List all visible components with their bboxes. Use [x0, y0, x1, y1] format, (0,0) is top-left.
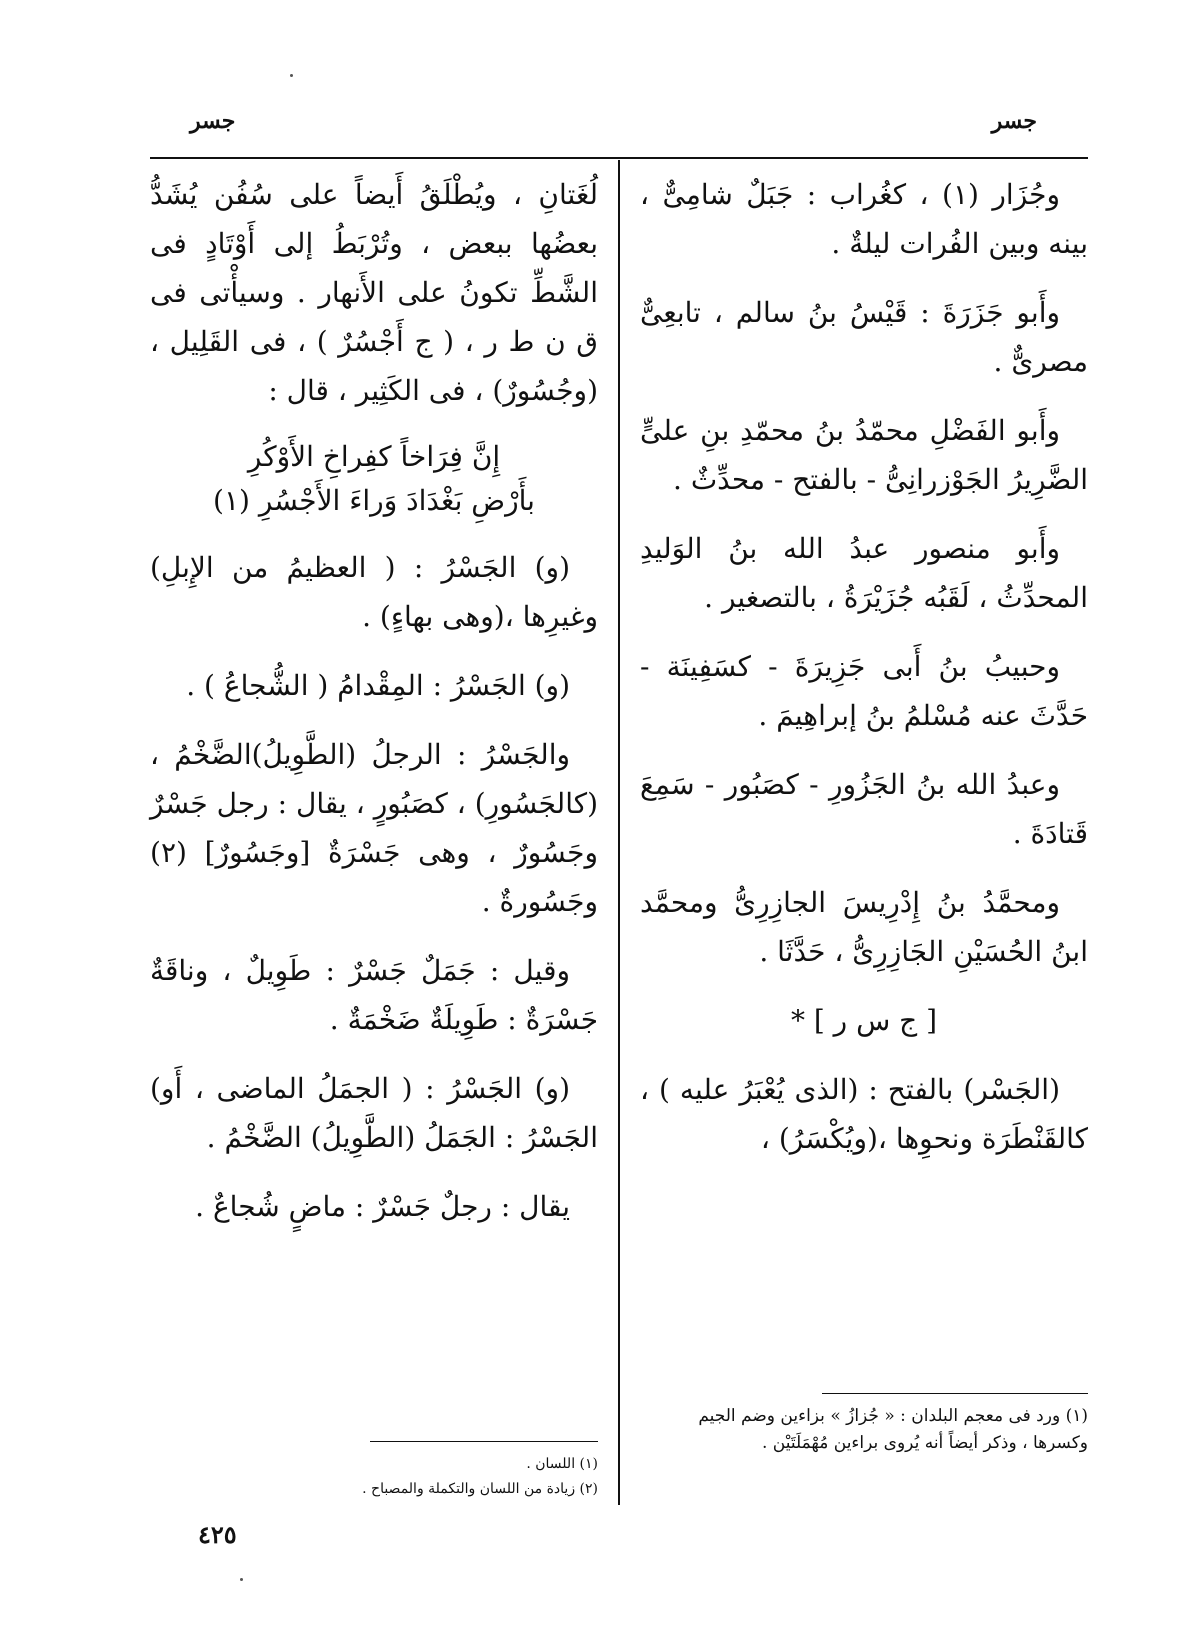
entry-paragraph: وقيل : جَمَلٌ جَسْرٌ : طَوِيلٌ ، وناقَةٌ جَسْرَةٌ : طَوِيلَةٌ ضَخْمَةٌ . [150, 954, 598, 1036]
entry-paragraph: لُغَتانِ ، ويُطْلَقُ أَيضاً على سُفُن يُشَدُّ بعضُها ببعض ، وتُرْبَطُ إلى أَوْتَادٍ فى الشَّطِّ تكونُ على الأَنهار . وسيأْتى فى ق ن ط ر ، ( ج أَجْسُرٌ ) ، فى القَلِيل ، (وجُسُورٌ) ، فى الكَثِير ، قال : [150, 178, 598, 407]
entry-paragraph: يقال : رجلٌ جَسْرٌ : ماضٍ شُجاعٌ . [195, 1190, 570, 1223]
header-rule [150, 157, 1088, 159]
entry-paragraph: وأَبو منصور عبدُ الله بنُ الوَليدِ المحدِّثُ ، لَقَبُه جُزَيْرَةُ ، بالتصغير . [640, 532, 1088, 614]
entry-paragraph: والجَسْرُ : الرجلُ (الطَّوِيلُ)الضَّخْمُ ، (كالجَسُورِ) ، كصَبُورٍ ، يقال : رجل جَسْرٌ وجَسُورٌ ، وهى جَسْرَةٌ [وجَسُورٌ] (٢) وجَسُورةٌ . [150, 738, 598, 918]
scan-speck [240, 1578, 243, 1581]
entry-paragraph: وأَبو جَزَرَةَ : قَيْسُ بنُ سالم ، تابعِىٌّ مصرىٌّ . [640, 296, 1088, 378]
entry-paragraph: (و) الجَسْرُ : ( العظيمُ من الإِبلِ) وغيرِها ،(وهى بهاءٍ) . [150, 551, 598, 633]
footnote: (٢) زيادة من اللسان والتكملة والمصباح . [362, 1481, 598, 1497]
running-header-right: جسر [991, 108, 1037, 134]
scan-speck [290, 74, 293, 77]
footnote: (١) اللسان . [526, 1456, 598, 1472]
entry-paragraph: (الجَسْر) بالفتح : (الذى يُعْبَرُ عليه ) ، كالقَنْطَرَة ونحوِها ،(ويُكْسَرُ) ، [640, 1073, 1088, 1155]
entry-paragraph: (و) الجَسْرُ : المِقْدامُ ( الشُّجاعُ ) . [186, 669, 570, 702]
entry-paragraph: وحبيبُ بنُ أَبى جَزِيرَةَ - كسَفِينَة - حَدَّثَ عنه مُسْلمُ بنُ إبراهِيمَ . [640, 650, 1088, 732]
root-heading: [ ج س ر ] * [790, 1004, 938, 1037]
entry-paragraph: ومحمَّدُ بنُ إِدْرِيسَ الجازِرِىُّ ومحمَّد ابنُ الحُسَيْنِ الجَازِرِىُّ ، حَدَّثَا . [640, 886, 1088, 968]
footnotes-left [150, 1452, 598, 1502]
verse-line-2: بأَرْضِ بَغْدَادَ وَراءَ الأَجْسُرِ (١) [213, 484, 535, 517]
entry-paragraph: وعبدُ الله بنُ الجَزُورِ - كصَبُور - سَمِعَ قَتادَةَ . [640, 768, 1088, 850]
footnote-rule-right [822, 1393, 1088, 1394]
poetry-verse [150, 435, 598, 523]
column-divider [618, 160, 620, 1505]
right-column [640, 170, 1088, 1183]
footnote-rule-left [370, 1441, 598, 1442]
page-number: ٤٢٥ [198, 1520, 237, 1549]
footnote: (١) ورد فى معجم البلدان : « جُزازُ » بزاءين وضم الجيم وكسرها ، وذكر أيضاً أنه يُروى براءين مُهْمَلَتَيْن . [698, 1406, 1088, 1453]
entry-paragraph: (و) الجَسْرُ : ( الجمَلُ الماضى ، أَو) الجَسْرُ : الجَمَلُ (الطَّوِيلُ) الضَّخْمُ . [150, 1072, 598, 1154]
verse-line-1: إِنَّ فِرَاخاً كفِراخِ الأَوْكُرِ [247, 440, 501, 473]
entry-paragraph: وأَبو الفَضْلِ محمّدُ بنُ محمّدِ بنِ علىٍّ الضَّرِيرُ الجَوْزرانِىُّ - بالفتح - محدِّثٌ . [640, 414, 1088, 496]
running-header-left: جسر [190, 108, 236, 134]
left-column [150, 170, 598, 1251]
entry-paragraph: وجُزَار (١) ، كغُراب : جَبَلٌ شامِىٌّ ، بينه وبين الفُرات ليلةٌ . [640, 178, 1088, 260]
footnotes-right [640, 1403, 1088, 1457]
